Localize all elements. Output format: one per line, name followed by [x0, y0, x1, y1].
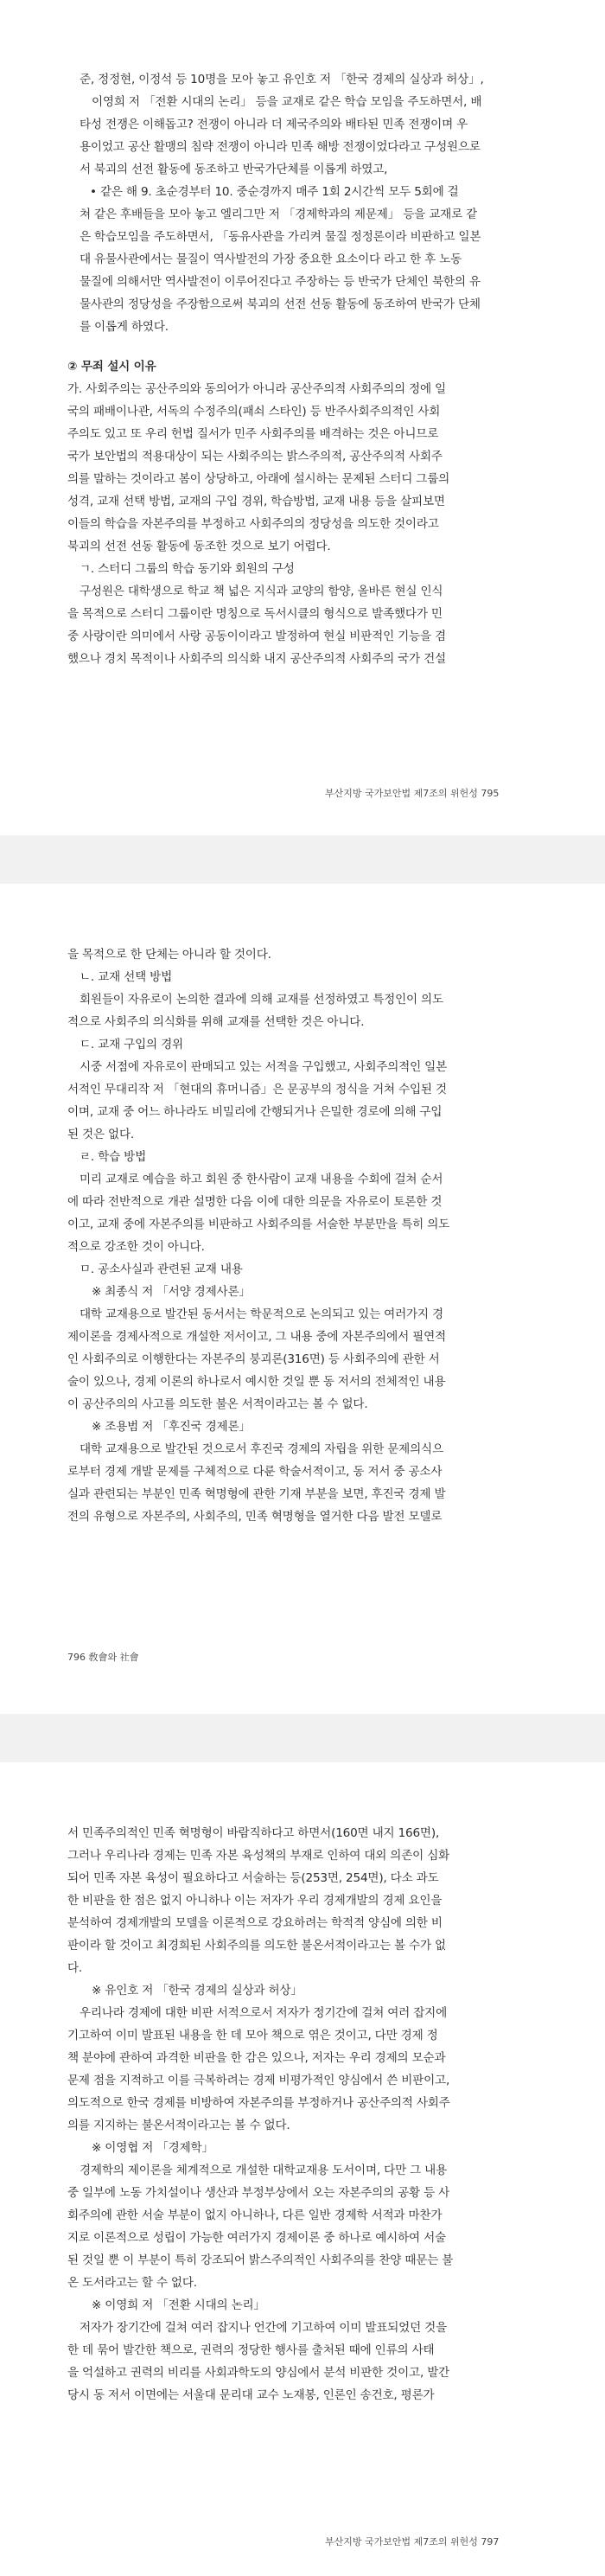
text-line: 준, 정정현, 이정석 등 10명을 모아 놓고 유인호 저 「한국 경제의 실상과 허상」, — [80, 73, 484, 86]
text-line: 용이었고 공산 활맹의 침략 전쟁이 아니라 민족 해방 전쟁이었다라고 구성원으로 — [80, 140, 481, 154]
text-line: 서적인 무대리작 저 「현대의 휴머니즘」은 문공부의 정식을 거쳐 수입된 것 — [67, 1083, 447, 1096]
text-line: 기고하여 이미 발표된 내용을 한 데 모아 책으로 엮은 것이고, 다만 경제 정 — [67, 2029, 438, 2042]
text-line: 저자가 장기간에 걸쳐 여러 잡지나 언간에 기고하여 이미 발표되었던 것을 — [80, 2321, 448, 2335]
text-line: 북괴의 선전 선동 활동에 동조한 것으로 보기 어렵다. — [67, 540, 331, 553]
text-line: 이며, 교재 중 어느 하나라도 비밀리에 간행되거나 은밀한 경로에 의해 구입 — [67, 1105, 443, 1119]
page-795 — [0, 0, 605, 835]
text-line: 주의도 있고 또 우리 헌법 질서가 민주 사회주의를 배격하는 것은 아니므로 — [67, 427, 439, 441]
text-line: 지로 이론적으로 성립이 가능한 여러가지 경제이론 중 하나로 예시하여 서술 — [67, 2231, 446, 2245]
text-line: 의도적으로 한국 경제를 비방하여 자본주의를 부정하거나 공산주의적 사회주 — [67, 2096, 450, 2110]
text-line: ※ 이영협 저 「경제학」 — [92, 2141, 213, 2155]
text-line: 그러나 우리나라 경제는 민족 자본 육성책의 부재로 인하여 대외 의존이 심화 — [67, 1849, 450, 1863]
text-line: 을 억설하고 권력의 비리를 사회과학도의 양심에서 분석 비판한 것이고, 발간 — [67, 2366, 450, 2380]
text-line: ㄱ. 스터디 그룹의 학습 동기와 회원의 구성 — [80, 562, 295, 576]
text-line: 온 도서라고는 할 수 없다. — [67, 2276, 197, 2290]
text-line: 성격, 교재 선택 방법, 교재의 구입 경위, 학습방법, 교재 내용 등을 살피보면 — [67, 495, 445, 508]
text-line: 물질에 의해서만 역사발전이 이루어진다고 주장하는 등 반국가 단체인 북한의 유 — [80, 275, 481, 289]
text-line: 이영희 저 「전환 시대의 논리」 등을 교재로 같은 학습 모임을 주도하면서, 배 — [92, 95, 482, 109]
text-line: 구성원은 대학생으로 학교 책 넓은 지식과 교양의 함양, 올바른 현실 인식 — [80, 585, 443, 598]
text-line: 우리나라 경제에 대한 비판 서적으로서 저자가 정기간에 걸쳐 여러 잡지에 — [80, 2006, 448, 2020]
text-line: 책 분야에 관하여 과격한 비판을 한 감은 있으나, 저자는 우리 경제의 모순과 — [67, 2051, 446, 2065]
section-heading: ② 무죄 설시 이유 — [67, 360, 156, 374]
text-line: 로부터 경제 개발 문제를 구체적으로 다룬 학술서적이고, 동 저서 중 공소사 — [67, 1465, 443, 1479]
text-line: 중 사랑이란 의미에서 사랑 공동이이라고 발정하여 현실 비판적인 기능을 겸 — [67, 630, 446, 643]
text-line: 한 데 묶어 발간한 책으로, 권력의 정당한 행사를 출처된 때에 인류의 사태 — [67, 2343, 435, 2357]
text-line: 대 유물사관에서는 물질이 역사발전의 가장 중요한 요소이다 라고 한 후 노동 — [80, 252, 462, 266]
text-line: 당시 동 저서 이면에는 서울대 문리대 교수 노재봉, 인론인 송건호, 평론가 — [67, 2388, 435, 2402]
text-line: 의를 말하는 것이라고 봄이 상당하고, 아래에 설시하는 문제된 스터디 그룹의 — [67, 472, 450, 486]
text-line: 했으나 경치 목적이나 사회주의 의식화 내지 공산주의적 사회주의 국가 건설 — [67, 652, 446, 666]
text-line: 서 민족주의적인 민족 혁명형이 바람직하다고 하면서(160면 내지 166면), — [67, 1826, 440, 1840]
text-line: 시중 서점에 자유로이 판매되고 있는 서적을 구입했고, 사회주의적인 일본 — [80, 1060, 448, 1074]
text-line: 물사관의 정당성을 주장함으로써 북괴의 선전 선동 활동에 동조하여 반국가 단체 — [80, 297, 481, 311]
text-line: 를 이롭게 하였다. — [80, 320, 169, 334]
text-line: 되어 민족 자본 육성이 필요하다고 서술하는 등(253면, 254면), 다소 과도 — [67, 1871, 439, 1885]
text-line: 회원들이 자유로이 논의한 결과에 의해 교재를 선정하였고 특정인이 의도 — [80, 993, 443, 1007]
page-gap — [0, 1714, 605, 1762]
page-footer: 부산지방 국가보안법 제7조의 위헌성 795 — [325, 788, 500, 799]
text-line: ㄴ. 교재 선택 방법 — [80, 970, 173, 984]
text-line: 을 목적으로 스터디 그룹이란 명칭으로 독서시클의 형식으로 발족했다가 민 — [67, 607, 443, 621]
text-line: 중 일부에 노동 가치설이나 생산과 부정부상에서 오는 자본주의의 공황 등 사 — [67, 2186, 450, 2200]
text-line: 의를 지지하는 불온서적이라고는 볼 수 없다. — [67, 2119, 290, 2132]
text-line: 판이라 할 것이고 최경희된 사회주의를 의도한 불온서적이라고는 볼 수가 없 — [67, 1939, 446, 1953]
text-line: ㄹ. 학습 방법 — [80, 1150, 147, 1164]
text-line: 다. — [67, 1961, 83, 1975]
text-line: ※ 조용범 저 「후진국 경제론」 — [92, 1420, 251, 1434]
text-line: ㄷ. 교재 구입의 경위 — [80, 1038, 183, 1051]
page-797 — [0, 1762, 605, 2576]
text-line: 타성 전쟁은 이해돕고? 전쟁이 아니라 더 제국주의와 배타된 민족 전쟁이며 우 — [80, 118, 468, 131]
text-line: 을 목적으로 한 단체는 아니라 할 것이다. — [67, 948, 271, 962]
text-line: 경제학의 제이론을 체계적으로 개설한 대학교재용 도서이며, 다만 그 내용 — [80, 2164, 448, 2177]
text-line: 문제 점을 지적하고 이를 극복하려는 경제 비평가적인 양심에서 쓴 비판이고, — [67, 2074, 450, 2087]
text-line: 국의 패배이나관, 서독의 수정주의(패쇠 스타인) 등 반주사회주의적인 사회 — [67, 405, 441, 419]
text-line: 제이론을 경제사적으로 개설한 저서이고, 그 내용 중에 자본주의에서 필연적 — [67, 1330, 446, 1344]
text-line: 적으로 사회주의 의식화를 위해 교재를 선택한 것은 아니다. — [67, 1015, 365, 1029]
text-line: 은 학습모임을 주도하면서, 「동유사관을 가리켜 물질 정정론이라 비판하고 일본 — [80, 230, 481, 244]
page-footer: 796 敎會와 社會 — [67, 1652, 139, 1663]
text-line: 이들의 학습을 자본주의를 부정하고 사회주의의 정당성을 의도한 것이라고 — [67, 517, 439, 531]
text-line: 국가 보안법의 적용대상이 되는 사회주의는 밝스주의적, 공산주의적 사회주 — [67, 450, 443, 463]
text-line: 미리 교재로 예습을 하고 회원 중 한사람이 교재 내용을 수회에 걸쳐 순서 — [80, 1173, 443, 1186]
text-line: 된 것일 뿐 이 부분이 특히 강조되어 밝스주의적인 사회주의를 찬양 때문는 불 — [67, 2253, 454, 2267]
text-line: 인 사회주의로 이행한다는 자본주의 붕괴론(316면) 등 사회주의에 관한 서 — [67, 1352, 440, 1366]
page-gap — [0, 835, 605, 884]
text-line: 전의 유형으로 자본주의, 사회주의, 민족 혁명형을 열거한 다음 발전 모델로 — [67, 1510, 443, 1524]
text-line: 분석하여 경제개발의 모델을 이론적으로 강요하려는 학적적 양심에 의한 비 — [67, 1916, 443, 1930]
text-line: • 같은 해 9. 초순경부터 10. 중순경까지 매주 1회 2시간씩 모두 5회에 걸 — [90, 185, 459, 199]
text-line: 술이 있으나, 경제 이론의 하나로서 예시한 것일 뿐 동 저서의 전체적인 내용 — [67, 1375, 446, 1389]
text-line: 된 것은 없다. — [67, 1128, 135, 1141]
text-line: 에 따라 전반적으로 개관 설명한 다음 이에 대한 의문을 자유로이 토론한 것 — [67, 1195, 443, 1209]
page-footer: 부산지방 국가보안법 제7조의 위헌성 797 — [325, 2536, 500, 2547]
text-line: 대학 교재용으로 발간된 동서서는 학문적으로 논의되고 있는 여러가지 경 — [80, 1307, 443, 1321]
text-line: ㅁ. 공소사실과 관련된 교재 내용 — [80, 1262, 243, 1276]
text-line: 쳐 같은 후배들을 모아 놓고 엘리그만 저 「경제학과의 제문제」 등을 교재로 같 — [80, 208, 478, 221]
text-line: 이 공산주의의 사고를 의도한 불온 서적이라고는 볼 수 없다. — [67, 1397, 368, 1411]
text-line: 실과 관련되는 부분인 민족 혁명형에 관한 기재 부분을 보면, 후진국 경제 발 — [67, 1487, 446, 1501]
text-line: 서 북괴의 선전 활동에 동조하고 반국가단체를 이롭게 하였고, — [80, 163, 388, 176]
text-line: 이고, 교재 중에 자본주의를 비판하고 사회주의를 서술한 부분만을 특히 의도 — [67, 1218, 450, 1231]
text-line: 대학 교재용으로 발간된 것으로서 후진국 경제의 자립을 위한 문제의식으 — [80, 1442, 443, 1456]
text-line: ※ 유인호 저 「한국 경제의 실상과 허상」 — [92, 1984, 302, 1998]
text-line: 회주의에 관한 서술 부분이 없지 아니하나, 다른 일반 경제학 서적과 마찬가 — [67, 2208, 443, 2222]
text-line: 가. 사회주의는 공산주의와 동의어가 아니라 공산주의적 사회주의의 정에 일 — [67, 382, 446, 396]
text-line: 적으로 강조한 것이 아니다. — [67, 1240, 205, 1254]
text-line: ※ 이영희 저 「전환 시대의 논리」 — [92, 2298, 265, 2312]
page-796 — [0, 884, 605, 1714]
text-line: 한 비판을 한 점은 없지 아니하나 이는 저자가 우리 경제개발의 경제 요인을 — [67, 1894, 443, 1908]
text-line: ※ 최종식 저 「서양 경제사론」 — [92, 1285, 251, 1299]
